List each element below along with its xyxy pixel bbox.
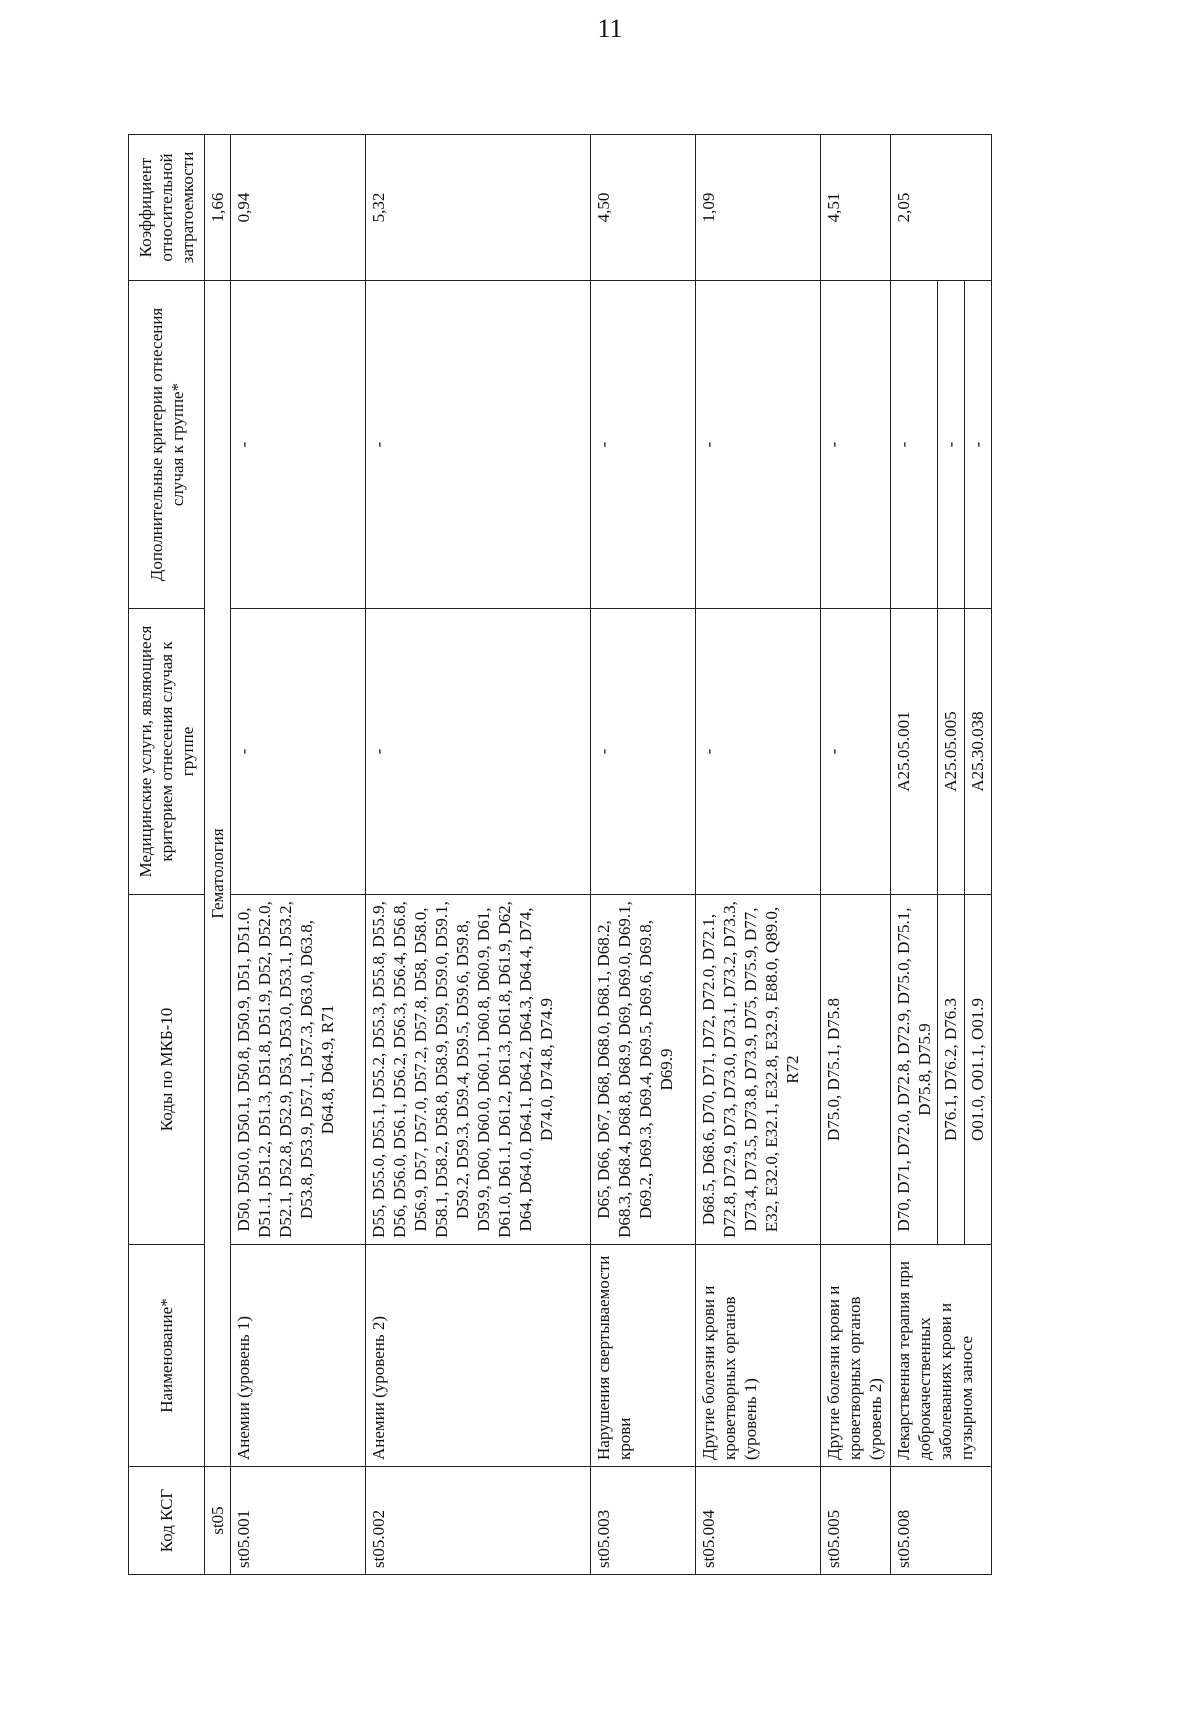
ksg-name: Анемии (уровень 1) xyxy=(231,1245,366,1467)
ksg-name: Другие болезни крови и кроветворных органов (уровень 2) xyxy=(821,1245,891,1467)
ksg-name: Анемии (уровень 2) xyxy=(366,1245,591,1467)
medical-services: - xyxy=(696,609,821,895)
header-coefficient: Коэффициент относительной затратоемкости xyxy=(129,135,205,281)
coefficient: 5,32 xyxy=(366,135,591,281)
table-header-row xyxy=(129,135,205,1575)
ksg-code: st05.001 xyxy=(231,1467,366,1575)
rotated-table-container xyxy=(128,135,1078,1575)
ksg-name: Нарушения свертываемости крови xyxy=(591,1245,696,1467)
additional-criteria: - xyxy=(591,281,696,609)
table-row xyxy=(591,135,696,1575)
icd-codes: D50, D50.0, D50.1, D50.8, D50.9, D51, D51.0, D51.1, D51.2, D51.3, D51.8, D51.9, D52, D52.0, D52.1, D52.8, D52.9, D53, D53.0, D53.1, D53.2, D53.8, D53.9, D57.1, D57.3, D63.0, D63.8, D64.8, D64.9, R71 xyxy=(231,895,366,1245)
coefficient: 4,50 xyxy=(591,135,696,281)
table-row xyxy=(366,135,591,1575)
coefficient: 2,05 xyxy=(891,135,992,281)
additional-criteria: - xyxy=(366,281,591,609)
coefficient: 0,94 xyxy=(231,135,366,281)
medical-services: A25.30.038 xyxy=(965,609,992,895)
section-name: Гематология xyxy=(205,281,231,1467)
icd-codes: D65, D66, D67, D68, D68.0, D68.1, D68.2, D68.3, D68.4, D68.8, D68.9, D69, D69.0, D69.1, D69.2, D69.3, D69.4, D69.5, D69.6, D69.8, D69.9 xyxy=(591,895,696,1245)
section-row xyxy=(205,135,231,1575)
ksg-code: st05.002 xyxy=(366,1467,591,1575)
additional-criteria: - xyxy=(938,281,965,609)
ksg-code: st05.004 xyxy=(696,1467,821,1575)
medical-services: - xyxy=(366,609,591,895)
section-code: st05 xyxy=(205,1467,231,1575)
ksg-code: st05.008 xyxy=(891,1467,992,1575)
header-icd-codes: Коды по МКБ-10 xyxy=(129,895,205,1245)
header-name: Наименование* xyxy=(129,1245,205,1467)
table-row xyxy=(891,135,938,1575)
icd-codes: D75.0, D75.1, D75.8 xyxy=(821,895,891,1245)
section-coefficient: 1,66 xyxy=(205,135,231,281)
coefficient: 4,51 xyxy=(821,135,891,281)
additional-criteria: - xyxy=(231,281,366,609)
icd-codes: D68.5, D68.6, D70, D71, D72, D72.0, D72.1, D72.8, D72.9, D73, D73.0, D73.1, D73.2, D73.3, D73.4, D73.5, D73.8, D73.9, D75, D75.9, D77, E32, E32.0, E32.1, E32.8, E32.9, E88.0, Q89.0, R72 xyxy=(696,895,821,1245)
medical-services: A25.05.001 xyxy=(891,609,938,895)
coefficient: 1,09 xyxy=(696,135,821,281)
medical-services: - xyxy=(591,609,696,895)
table-row xyxy=(696,135,821,1575)
ksg-code: st05.005 xyxy=(821,1467,891,1575)
header-medical-services: Медицинские услуги, являющиеся критерием отнесения случая к группе xyxy=(129,609,205,895)
table-row xyxy=(821,135,891,1575)
medical-services: A25.05.005 xyxy=(938,609,965,895)
header-additional-criteria: Дополнительные критерии отнесения случая к группе* xyxy=(129,281,205,609)
medical-services: - xyxy=(231,609,366,895)
ksg-table xyxy=(128,134,992,1575)
additional-criteria: - xyxy=(696,281,821,609)
icd-codes: D70, D71, D72.0, D72.8, D72.9, D75.0, D75.1, D75.8, D75.9 xyxy=(891,895,938,1245)
additional-criteria: - xyxy=(821,281,891,609)
ksg-name: Другие болезни крови и кроветворных органов (уровень 1) xyxy=(696,1245,821,1467)
page-number: 11 xyxy=(597,14,623,43)
header-ksg-code: Код КСГ xyxy=(129,1467,205,1575)
icd-codes: D76.1, D76.2, D76.3 xyxy=(938,895,965,1245)
icd-codes: D55, D55.0, D55.1, D55.2, D55.3, D55.8, D55.9, D56, D56.0, D56.1, D56.2, D56.3, D56.4, D56.8, D56.9, D57, D57.0, D57.2, D57.8, D58, D58.0, D58.1, D58.2, D58.8, D58.9, D59, D59.0, D59.1, D59.2, D59.3, D59.4, D59.5, D59.6, D59.8, D59.9, D60, D60.0, D60.1, D60.8, D60.9, D61, D61.0, D61.1, D61.2, D61.3, D61.8, D61.9, D62, D64, D64.0, D64.1, D64.2, D64.3, D64.4, D74, D74.0, D74.8, D74.9 xyxy=(366,895,591,1245)
table-row xyxy=(231,135,366,1575)
icd-codes: O01.0, O01.1, O01.9 xyxy=(965,895,992,1245)
ksg-name: Лекарственная терапия при доброкачественных заболеваниях крови и пузырном заносе xyxy=(891,1245,992,1467)
additional-criteria: - xyxy=(891,281,938,609)
ksg-code: st05.003 xyxy=(591,1467,696,1575)
additional-criteria: - xyxy=(965,281,992,609)
medical-services: - xyxy=(821,609,891,895)
